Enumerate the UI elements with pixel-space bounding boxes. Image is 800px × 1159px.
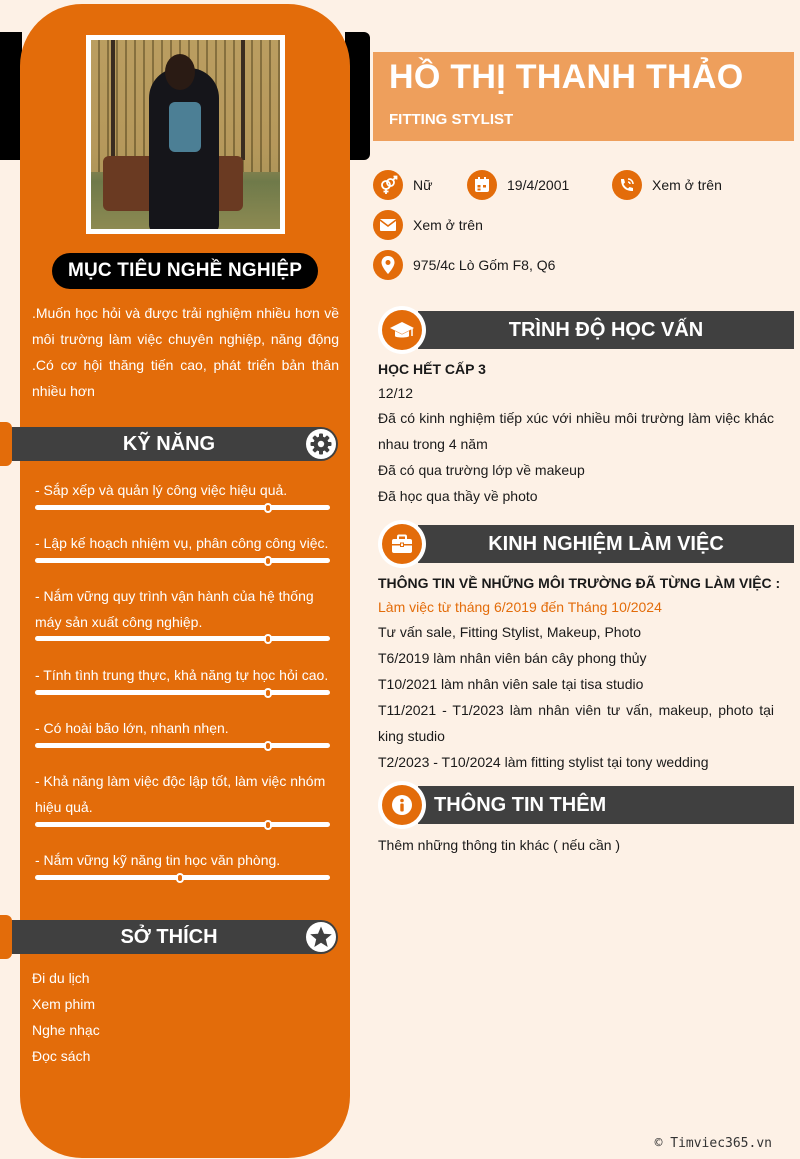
- phone-value: Xem ở trên: [652, 177, 722, 193]
- skill-label: - Nắm vững quy trình vận hành của hệ thống máy sản xuất công nghiệp.: [35, 588, 314, 630]
- candidate-role: FITTING STYLIST: [389, 111, 514, 128]
- skills-header: [12, 427, 338, 461]
- hobbies-title: SỞ THÍCH: [120, 925, 218, 948]
- skill-level-bar: [35, 875, 330, 880]
- skill-level-marker: [264, 741, 272, 751]
- experience-title: KINH NGHIỆM LÀM VIỆC: [488, 532, 724, 555]
- experience-heading: THÔNG TIN VỀ NHỮNG MÔI TRƯỜNG ĐÃ TỪNG LÀM VIỆC :: [378, 575, 781, 591]
- hobby-item: Xem phim: [32, 996, 96, 1012]
- education-line: Đã có kinh nghiệm tiếp xúc với nhiều môi trường làm việc khác nhau trong 4 năm: [378, 410, 774, 452]
- phone-icon: [612, 170, 642, 200]
- star-icon: [306, 922, 336, 952]
- skill-level-bar: [35, 505, 330, 510]
- experience-line: T6/2019 làm nhân viên bán cây phong thủy: [378, 650, 647, 666]
- education-icon-wrap: [378, 306, 426, 354]
- skills-title: KỸ NĂNG: [122, 432, 216, 455]
- avatar: [86, 35, 285, 234]
- objective-text: .Muốn học hỏi và được trải nghiệm nhiều hơn về môi trường làm việc chuyên nghiệp, năng động .Có cơ hội thăng tiến cao, phát triển bản thân nhiều hơn: [32, 305, 339, 399]
- hobby-item: Đọc sách: [32, 1048, 91, 1064]
- gender-value: Nữ: [413, 177, 433, 193]
- name-header: [373, 52, 794, 141]
- hobbies-tab-marker: [0, 915, 12, 959]
- skill-level-marker: [176, 873, 184, 883]
- education-title: TRÌNH ĐỘ HỌC VẤN: [508, 318, 704, 341]
- skill-label: - Lập kế hoạch nhiệm vụ, phân công công việc.: [35, 535, 329, 551]
- footer-credit: © Timviec365.vn: [654, 1136, 772, 1151]
- objective-title: MỤC TIÊU NGHỀ NGHIỆP: [52, 253, 318, 289]
- gender-icon: [373, 170, 403, 200]
- experience-line: T10/2021 làm nhân viên sale tại tisa studio: [378, 676, 644, 692]
- skill-label: - Khả năng làm việc độc lập tốt, làm việc nhóm hiệu quả.: [35, 773, 326, 815]
- education-header: [418, 311, 794, 349]
- hobby-item: Đi du lịch: [32, 970, 90, 986]
- calendar-icon: [467, 170, 497, 200]
- skill-level-marker: [264, 634, 272, 644]
- skills-tab-marker: [0, 422, 12, 466]
- skill-level-bar: [35, 822, 330, 827]
- address-value: 975/4c Lò Gốm F8, Q6: [413, 257, 556, 273]
- additional-title: THÔNG TIN THÊM: [434, 793, 607, 816]
- education-line: Đã có qua trường lớp về makeup: [378, 462, 585, 478]
- additional-text: Thêm những thông tin khác ( nếu cần ): [378, 837, 621, 853]
- skill-label: - Tính tình trung thực, khả năng tự học hỏi cao.: [35, 667, 329, 683]
- experience-line: T2/2023 - T10/2024 làm fitting stylist tại tony wedding: [378, 754, 709, 770]
- additional-header: [418, 786, 794, 824]
- gear-icon: [306, 429, 336, 459]
- hobbies-header: [12, 920, 338, 954]
- experience-icon-wrap: [378, 520, 426, 568]
- skill-level-marker: [264, 503, 272, 513]
- email-icon: [373, 210, 403, 240]
- additional-icon-wrap: [378, 781, 426, 829]
- info-icon: [382, 785, 422, 825]
- graduation-cap-icon: [382, 310, 422, 350]
- skill-level-bar: [35, 690, 330, 695]
- skill-level-bar: [35, 743, 330, 748]
- experience-header: [418, 525, 794, 563]
- briefcase-icon: [382, 524, 422, 564]
- birthday-value: 19/4/2001: [507, 177, 570, 193]
- education-degree: HỌC HẾT CẤP 3: [378, 361, 486, 377]
- skill-label: - Nắm vững kỹ năng tin học văn phòng.: [35, 852, 281, 868]
- experience-period: Làm việc từ tháng 6/2019 đến Tháng 10/2024: [378, 599, 662, 615]
- experience-line: T11/2021 - T1/2023 làm nhân viên tư vấn, makeup, photo tại king studio: [378, 702, 774, 744]
- skill-level-marker: [264, 688, 272, 698]
- skill-level-bar: [35, 558, 330, 563]
- education-line: Đã học qua thầy về photo: [378, 488, 538, 504]
- skill-level-marker: [264, 820, 272, 830]
- candidate-name: HỒ THỊ THANH THẢO: [389, 58, 744, 96]
- skill-level-bar: [35, 636, 330, 641]
- skill-label: - Có hoài bão lớn, nhanh nhẹn.: [35, 720, 229, 736]
- experience-line: Tư vấn sale, Fitting Stylist, Makeup, Photo: [378, 624, 642, 640]
- education-year: 12/12: [378, 385, 414, 401]
- hobby-item: Nghe nhạc: [32, 1022, 100, 1038]
- skill-level-marker: [264, 556, 272, 566]
- skill-label: - Sắp xếp và quản lý công việc hiệu quả.: [35, 482, 288, 498]
- decor-block-left: [0, 32, 22, 160]
- email-value: Xem ở trên: [413, 217, 483, 233]
- location-icon: [373, 250, 403, 280]
